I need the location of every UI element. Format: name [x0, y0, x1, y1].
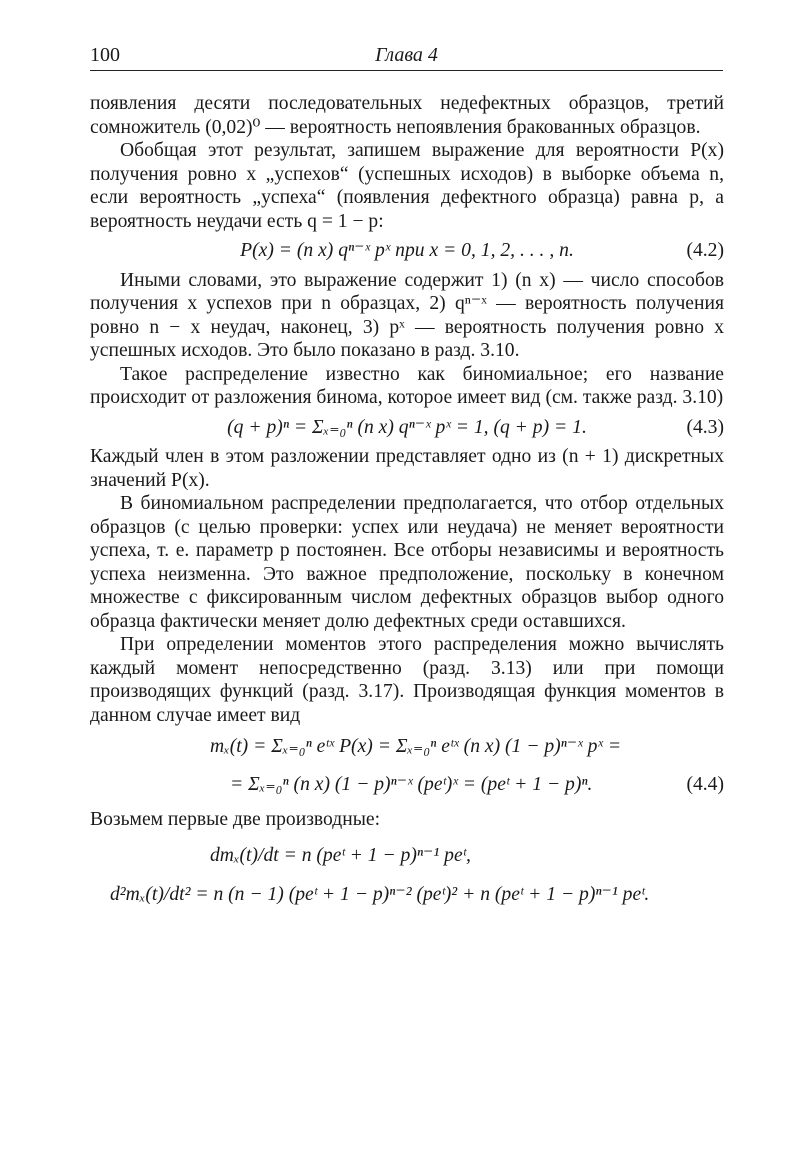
paragraph-5: Каждый член в этом разложении представляет одно из (n + 1) дискретных значений P(x). — [90, 446, 724, 491]
equation-4-4-line-1: mₓ(t) = Σₓ₌₀ⁿ eᵗˣ P(x) = Σₓ₌₀ⁿ eᵗˣ (n x) (1 − p)ⁿ⁻ˣ pˣ = — [210, 736, 622, 757]
paragraph-3: Иными словами, это выражение содержит 1) (n x) — число способов получения x успехов при n образцах, 2) qⁿ⁻ˣ — вероятность получения ровно n − x неудач, наконец, 3) pˣ — вероятность получения ровно x успешных исходов. Это было показано в разд. 3.10. — [90, 269, 724, 361]
page-header — [90, 44, 723, 71]
paragraph-8: Возьмем первые две производные: — [90, 809, 381, 830]
paragraph-4: Такое распределение известно как биномиальное; его название происходит от разложения бинома, которое имеет вид (см. также разд. 3.10) — [90, 363, 724, 408]
derivatives — [90, 844, 724, 907]
equation-4-4-line-2 — [90, 773, 724, 797]
chapter-title: Глава 4 — [375, 44, 438, 66]
equation-4-2-body: P(x) = (n x) qⁿ⁻ˣ pˣ при x = 0, 1, 2, . . . , n. — [240, 240, 574, 261]
first-derivative: dmₓ(t)/dt = n (peᵗ + 1 − p)ⁿ⁻¹ peᵗ, — [210, 844, 471, 866]
equation-4-2 — [90, 239, 724, 263]
paragraph-6: В биномиальном распределении предполагается, что отбор отдельных образцов (с целью проверки: успех или неудача) не меняет вероятности успеха, т. е. параметр p постоянен. Все отборы независимы и вероятность успеха неизменна. Это важное предположение, поскольку в конечном множестве с фиксированным числом дефектных образцов выбор одного образца фактически меняет долю дефектных среди оставшихся. — [90, 493, 724, 632]
equation-number-4-3: (4.3) — [686, 416, 724, 438]
page-number: 100 — [90, 44, 120, 66]
equation-4-4-line-2-body: = Σₓ₌₀ⁿ (n x) (1 − p)ⁿ⁻ˣ (peᵗ)ˣ = (peᵗ + 1 − p)ⁿ. — [230, 773, 593, 795]
paragraph-7: При определении моментов этого распределения можно вычислять каждый момент непосредственно (разд. 3.13) или при помощи производящих функций (разд. 3.17). Производящая функция моментов в данном случае имеет вид — [90, 634, 724, 726]
equation-4-3 — [90, 416, 724, 440]
equation-4-4 — [90, 735, 724, 796]
second-derivative: d²mₓ(t)/dt² = n (n − 1) (peᵗ + 1 − p)ⁿ⁻² (peᵗ)² + n (peᵗ + 1 − p)ⁿ⁻¹ peᵗ. — [110, 884, 650, 905]
equation-4-3-body: (q + p)ⁿ = Σₓ₌₀ⁿ (n x) qⁿ⁻ˣ pˣ = 1, (q + p) = 1. — [227, 416, 587, 438]
equation-number-4-4: (4.4) — [686, 773, 724, 795]
page-body — [90, 92, 724, 907]
equation-number-4-2: (4.2) — [686, 240, 724, 261]
paragraph-2: Обобщая этот результат, запишем выражение для вероятности P(x) получения ровно x „успехов“ (успешных исходов) в выборке объема n, если вероятность „успеха“ (появления дефектного образца) равна p, а вероятность неудачи есть q = 1 − p: — [90, 140, 724, 232]
paragraph-1: появления десяти последовательных недефектных образцов, третий сомножитель (0,02)⁰ — вероятность непоявления бракованных образцов. — [90, 93, 724, 138]
